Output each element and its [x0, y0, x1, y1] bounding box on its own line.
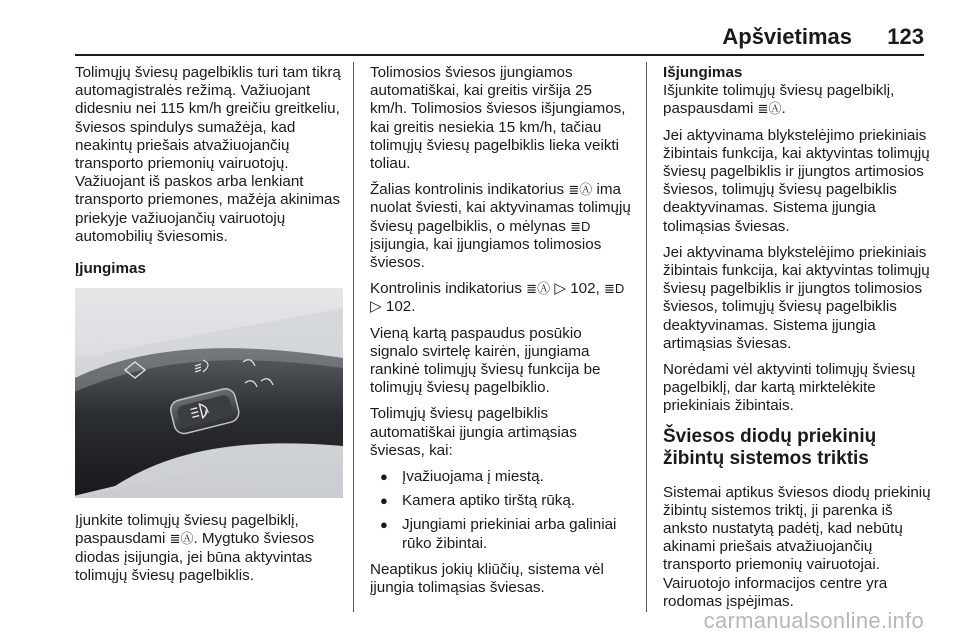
clr-label: CLR — [90, 345, 111, 361]
auto-switch-paragraph: Tolimosios šviesos įjungiamos automatiškai, kai greitis viršija 25 km/h. Tolimosios šviesos išjungiamos, kai greitis nesiekia 15 km/h, tačiau tolimųjų šviesų pagelbiklis lieka veikti toliau. — [370, 64, 626, 173]
column-1 — [75, 64, 345, 593]
section-title: Apšvietimas — [722, 24, 852, 49]
deactivation-paragraph: Išjunkite tolimųjų šviesų pagelbiklį, paspausdami ≣Ⓐ. — [663, 82, 895, 118]
column-3 — [663, 64, 931, 619]
reactivate-paragraph: Norėdami vėl aktyvinti tolimųjų šviesų pagelbiklį, dar kartą mirktelėkite priekiniais žibintais. — [663, 361, 916, 415]
activation-instructions: Įjunkite tolimųjų šviesų pagelbiklį, paspausdami ≣Ⓐ. Mygtuko šviesos diodas įsijungia, jei būna aktyvintas tolimųjų šviesų pagelbiklis. — [75, 512, 315, 584]
column-2 — [370, 64, 632, 605]
high-beam-icon: ≣D — [570, 218, 591, 234]
high-beam-assist-icon: ≣Ⓐ — [568, 182, 593, 198]
conditions-list — [370, 468, 632, 553]
list-item: ● Įvažiuojama į miestą. — [370, 468, 632, 486]
set-label: SET/ — [92, 332, 115, 349]
high-beam-assist-icon: ≣Ⓐ — [526, 281, 551, 297]
arrow-icon: ▷ — [554, 280, 566, 298]
column-divider-1 — [353, 62, 354, 612]
svg-text:A: A — [203, 408, 211, 417]
list-item: ● Kamera aptiko tirštą rūką. — [370, 492, 632, 510]
led-fault-heading: Šviesos diodų priekinių žibintų sistemos triktis — [663, 425, 877, 469]
activation-heading: Įjungimas — [75, 260, 146, 278]
high-beam-icon: ≣D — [604, 281, 625, 297]
flash-high-beam-paragraph: Jei aktyvinama blykstelėjimo priekiniais žibintais funkcija, kai aktyvintas tolimųjų šviesų pagelbiklis ir įjungtos tolimosios šviesos, tolimųjų šviesų pagelbiklis deaktyvinamas. Sistema įjungia artimąsias šviesas. — [663, 243, 930, 352]
page-header — [0, 0, 960, 56]
column-divider-2 — [646, 62, 647, 612]
turn-signal-stalk-illustration — [75, 288, 343, 498]
deactivation-heading: Išjungimas — [663, 64, 743, 81]
intro-paragraph: Tolimųjų šviesų pagelbiklis turi tam tikrą automagistralės režimą. Važiuojant didesniu nei 115 km/h greičiu greitkeliu, šviesos spindulys sumažėja, kad neakintų priešais atvažiuojančių transporto priemonių vairuotojų. Važiuojant iš paskos arba lenkiant transporto priemones, mažėja akinimas priekyje važiuojančių vairuotojų automobilių šviesomis. — [75, 64, 341, 245]
led-fault-paragraph: Sistemai aptikus šviesos diodų priekinių žibintų sistemos triktį, ji parenka iš anksto nustatytą padėtį, kad nebūtų akinami priešais atvažiuojančių transporto priemonių vairuotojai. Vairuotojo informacijos centre yra rodomas įspėjimas. — [663, 483, 931, 610]
list-item: ● Jjungiami priekiniai arba galiniai rūko žibintai. — [370, 516, 632, 552]
indicator-reference-paragraph: Kontrolinis indikatorius ≣Ⓐ ▷ 102, ≣D ▷ 102. — [370, 280, 625, 316]
page-number: 123 — [887, 24, 924, 49]
indicator-paragraph: Žalias kontrolinis indikatorius ≣Ⓐ ima nuolat šviesti, kai aktyvinamas tolimųjų šviesų pagelbiklis, o mėlynas ≣D įsijungia, kai įjungiamos tolimosios šviesos. — [370, 181, 631, 272]
high-beam-assist-icon: ≣Ⓐ — [757, 101, 782, 117]
header-rule — [75, 54, 924, 56]
reactivation-paragraph: Neaptikus jokių kliūčių, sistema vėl įjungia tolimąsias šviesas. — [370, 560, 604, 597]
low-beam-conditions-paragraph: Tolimųjų šviesų pagelbiklis automatiškai įjungia artimąsias šviesas, kai: — [370, 405, 577, 459]
arrow-icon: ▷ — [370, 298, 382, 316]
manual-mode-paragraph: Vieną kartą paspaudus posūkio signalo svirtelę kairėn, įjungiama rankinė tolimųjų šviesų funkcija be tolimųjų šviesų pagelbiklio. — [370, 324, 601, 397]
stalk-figure — [75, 288, 343, 498]
high-beam-assist-icon: ≣Ⓐ — [169, 531, 194, 547]
flash-low-beam-paragraph: Jei aktyvinama blykstelėjimo priekiniais žibintais funkcija, kai aktyvintas tolimųjų šviesų pagelbiklis ir įjungtos artimosios šviesos, tolimųjų šviesų pagelbiklis deaktyvinamas. Sistema įjungia tolimąsias šviesas. — [663, 126, 930, 235]
watermark: carmanualsonline.info — [703, 608, 924, 633]
